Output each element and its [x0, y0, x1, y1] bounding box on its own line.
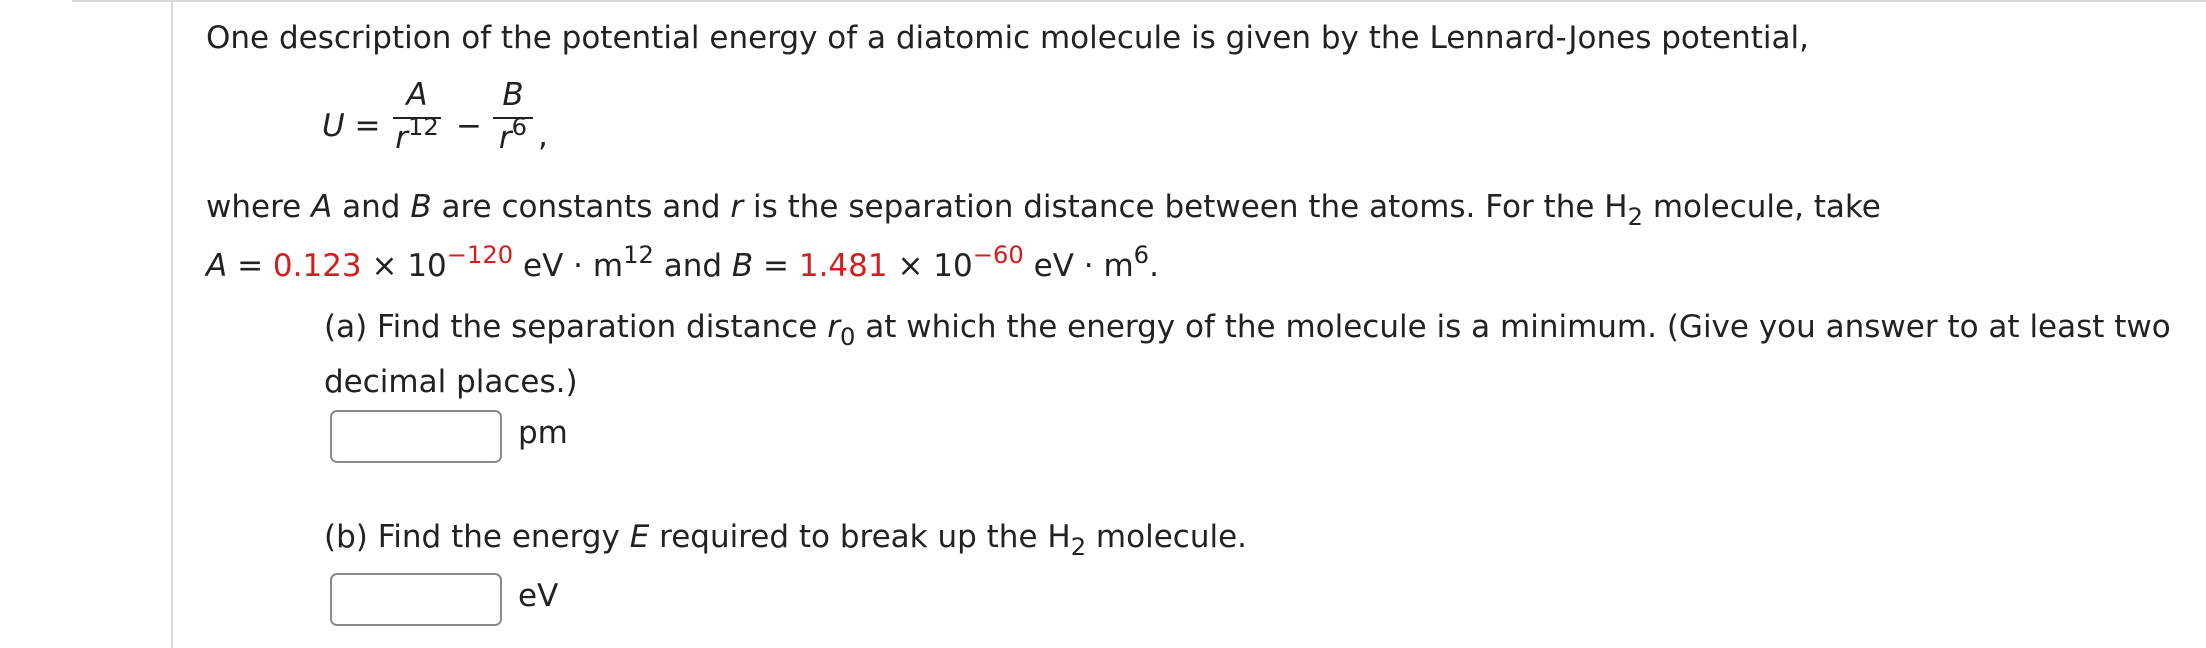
denominator-r6: $r^6$ [498, 112, 528, 156]
equation-comma: , [538, 118, 548, 154]
constant-b-exponent: −60 [972, 240, 1024, 269]
intro-text: One description of the potential energy of a diatomic molecule is given by the Lennard-Jones potential, [206, 20, 1809, 56]
lennard-jones-equation [322, 77, 582, 170]
part-a-unit: pm [518, 415, 568, 451]
where-text: where A and B are constants and r is the separation distance between the atoms. For the $H_2$ molecule, take [206, 189, 1881, 232]
constant-a-exponent: −120 [446, 240, 514, 269]
denominator-r12: $r^{12}$ [395, 112, 439, 156]
part-b-unit: eV [518, 578, 559, 614]
numerator-a: A [406, 77, 428, 113]
part-a-question: (a) Find the separation distance $r_0$ at which the energy of the molecule is a minimum. (Give you answer to at least two [324, 309, 2171, 352]
minus-sign: − [456, 108, 482, 144]
constant-b-label: B [731, 248, 754, 284]
constant-a-label: A [206, 248, 228, 284]
panel-left-border [171, 0, 173, 648]
fraction-a-over-r12 [393, 77, 441, 156]
part-b-answer-input[interactable] [330, 573, 502, 626]
panel-top-border [72, 0, 2206, 2]
constants-text: $A = 0.123 \times 10^{-120}$ eV · $m^{12}$ and $B = 1.481 \times 10^{-60}$ eV · $m^6$. [206, 240, 1159, 284]
constant-a-value: 0.123 [272, 248, 362, 284]
part-a-question-line2: decimal places.) [324, 364, 578, 400]
part-b-question: (b) Find the energy E required to break up the $H_2$ molecule. [324, 519, 1248, 562]
fraction-b-over-r6 [493, 77, 533, 156]
part-a-answer-input[interactable] [330, 410, 502, 463]
constant-b-value: 1.481 [798, 248, 888, 284]
numerator-b: B [502, 77, 524, 113]
equation-lhs: U = [322, 108, 381, 144]
